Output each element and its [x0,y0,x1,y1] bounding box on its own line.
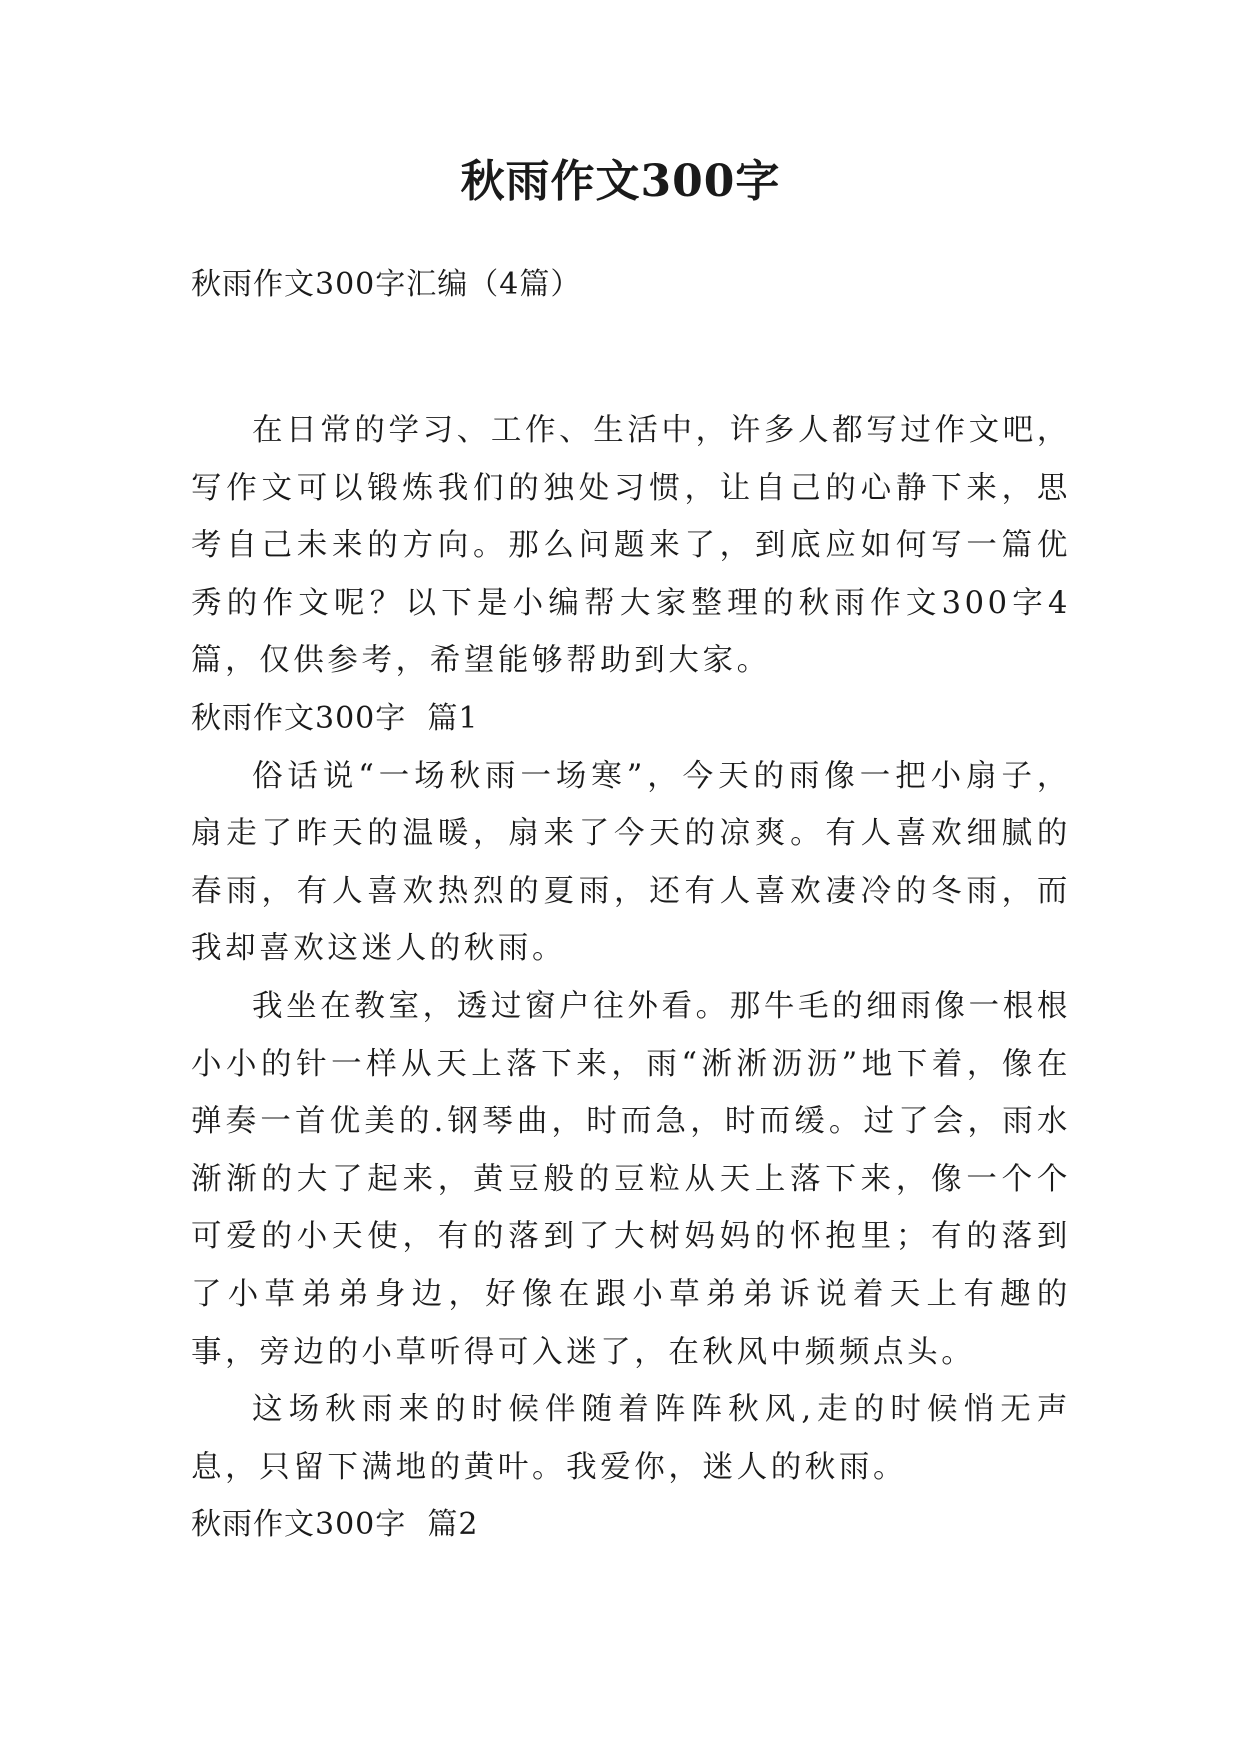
document-subtitle: 秋雨作文300字汇编（4篇） [191,267,582,302]
section-1-paragraph-2: 我坐在教室，透过窗户往外看。那牛毛的细雨像一根根小小的针一样从天上落下来，雨“淅淅沥沥”地下着，像在弹奏一首优美的.钢琴曲，时而急，时而缓。过了会，雨水渐渐的大了起来，黄豆般的豆粒从天上落下来，像一个个可爱的小天使，有的落到了大树妈妈的怀抱里；有的落到了小草弟弟身边，好像在跟小草弟弟诉说着天上有趣的事，旁边的小草听得可入迷了，在秋风中频频点头。 [191,988,1071,1370]
section-1-paragraph-3: 这场秋雨来的时候伴随着阵阵秋风,走的时候悄无声息，只留下满地的黄叶。我爱你，迷人的秋雨。 [191,1392,1071,1485]
document-title: 秋雨作文300字 [460,156,781,207]
section-heading-2: 秋雨作文300字 篇2 [191,1507,479,1543]
document-body [191,402,1071,1554]
intro-paragraph: 在日常的学习、工作、生活中，许多人都写过作文吧，写作文可以锻炼我们的独处习惯，让自己的心静下来，思考自己未来的方向。那么问题来了，到底应如何写一篇优秀的作文呢？以下是小编帮大家整理的秋雨作文300字4篇，仅供参考，希望能够帮助到大家。 [191,413,1071,679]
section-heading-1: 秋雨作文300字 篇1 [191,700,479,736]
section-1-paragraph-1: 俗话说“一场秋雨一场寒”，今天的雨像一把小扇子，扇走了昨天的温暖，扇来了今天的凉爽。有人喜欢细腻的春雨，有人喜欢热烈的夏雨，还有人喜欢凄冷的冬雨，而我却喜欢这迷人的秋雨。 [191,758,1071,967]
